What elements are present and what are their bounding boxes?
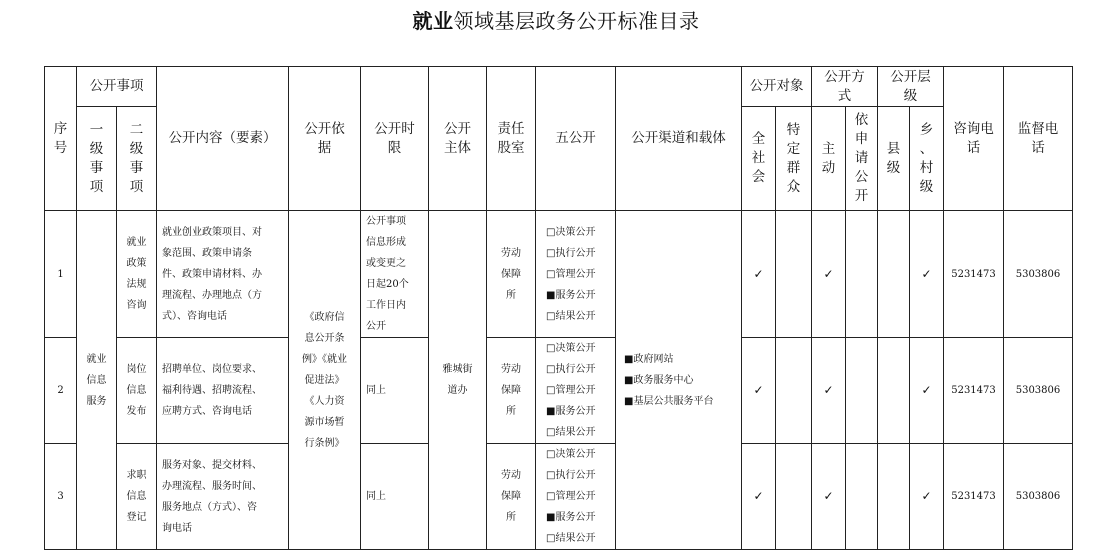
text-line: 定 <box>786 140 801 157</box>
text-line: 件、政策申请材料、办 <box>162 268 262 280</box>
text-line: 主体 <box>444 139 471 156</box>
text-line: 项 <box>89 178 104 195</box>
text-line: 级 <box>886 159 901 176</box>
text-line: 所 <box>506 512 516 523</box>
header-level-group <box>878 67 944 107</box>
text-line: 话 <box>1031 139 1045 156</box>
header-proactive <box>812 107 846 211</box>
row-seq: 3 <box>45 444 77 550</box>
text-line: 乡 <box>919 121 934 138</box>
page-title-bold: 就业 <box>412 9 454 33</box>
row-seq: 1 <box>45 211 77 338</box>
five-disclosures-list <box>536 338 616 444</box>
row-seq: 2 <box>45 338 77 444</box>
text-line: ■政府网站 <box>624 353 674 365</box>
check-proactive: ✓ <box>812 444 846 550</box>
disclosure-subject <box>429 211 487 550</box>
text-line: 促进法》 <box>304 374 345 386</box>
responsible-dept <box>487 444 536 550</box>
header-matter-group: 公开事项 <box>77 67 157 107</box>
text-line: 信息 <box>126 385 147 396</box>
check-whole-society: ✓ <box>742 444 776 550</box>
text-line: 责任 <box>497 120 525 137</box>
text-line: 据 <box>317 139 332 156</box>
supervise-phone: 5303806 <box>1004 211 1073 338</box>
text-line: 公开层 <box>890 68 931 85</box>
text-line: □结果公开 <box>546 427 596 438</box>
text-line: □管理公开 <box>546 491 596 502</box>
time-limit <box>361 338 429 444</box>
text-line: □决策公开 <box>546 449 596 460</box>
text-line: 源市场暂 <box>304 416 345 428</box>
check-proactive: ✓ <box>812 211 846 338</box>
standard-catalog-table <box>44 66 1073 550</box>
text-line: 法规 <box>126 279 147 290</box>
header-time-limit <box>361 67 429 211</box>
text-line: 服务对象、提交材料、 <box>162 459 262 471</box>
text-line: 办理流程、服务时间、 <box>162 480 262 492</box>
check-county-level <box>878 444 910 550</box>
text-line: 公开事项 <box>366 216 406 227</box>
text-line: 县 <box>886 140 901 157</box>
text-line: 主 <box>821 140 836 157</box>
check-specific-group <box>776 338 812 444</box>
content-elements <box>157 211 289 338</box>
text-line: 众 <box>786 178 801 195</box>
time-limit <box>361 444 429 550</box>
check-county-level <box>878 338 910 444</box>
text-line: 《政府信 <box>304 311 345 323</box>
text-line: 劳动 <box>501 364 521 375</box>
header-specific-group <box>776 107 812 211</box>
text-line: 二 <box>129 121 144 138</box>
text-line: 开 <box>854 188 869 204</box>
header-audience-group: 公开对象 <box>742 67 812 107</box>
responsible-dept <box>487 211 536 338</box>
text-line: 会 <box>751 169 766 185</box>
header-channel: 公开渠道和载体 <box>616 67 742 211</box>
text-line: 就业 <box>126 237 147 248</box>
header-level2-matter <box>117 107 157 211</box>
header-five-disclosures: 五公开 <box>536 67 616 211</box>
header-content: 公开内容（要素） <box>157 67 289 211</box>
text-line: 项 <box>129 178 144 195</box>
text-line: 保障 <box>501 491 521 502</box>
text-line: 服务地点（方式）、咨 <box>162 501 257 513</box>
text-line: 监督电 <box>1017 120 1059 137</box>
consult-phone: 5231473 <box>944 338 1004 444</box>
check-county-level <box>878 211 910 338</box>
check-on-request <box>846 444 878 550</box>
text-line: 公开依 <box>304 120 345 137</box>
text-line: 同上 <box>366 491 386 502</box>
text-line: □执行公开 <box>546 247 596 259</box>
text-line: □管理公开 <box>546 268 596 280</box>
text-line: 招聘单位、岗位要求、 <box>162 364 262 375</box>
text-line: 村 <box>919 159 934 176</box>
text-line: ■政务服务中心 <box>624 374 694 386</box>
text-line: 应聘方式、咨询电话 <box>162 406 252 417</box>
text-line: 信息 <box>126 491 147 502</box>
text-line: □决策公开 <box>546 226 596 238</box>
text-line: 特 <box>786 121 801 138</box>
header-seq: 序 号 <box>45 67 77 211</box>
text-line: □管理公开 <box>546 385 596 396</box>
text-line: 求职 <box>126 470 147 481</box>
time-limit <box>361 211 429 338</box>
text-line: 限 <box>387 139 402 156</box>
supervise-phone: 5303806 <box>1004 338 1073 444</box>
level2-matter <box>117 338 157 444</box>
text-line: 例》《就业 <box>302 353 347 365</box>
text-line: 理流程、办理地点（方 <box>162 289 262 301</box>
text-line: 信息 <box>86 374 107 386</box>
text-line: 政策 <box>126 258 147 269</box>
text-line: 劳动 <box>501 247 521 259</box>
responsible-dept <box>487 338 536 444</box>
consult-phone: 5231473 <box>944 211 1004 338</box>
text-line: 日起20个 <box>366 279 409 290</box>
text-line: 公开 <box>444 120 471 137</box>
text-line: ■服务公开 <box>546 512 596 523</box>
text-line: 福利待遇、招聘流程、 <box>162 385 262 396</box>
disclosure-basis <box>289 211 361 550</box>
text-line: ■服务公开 <box>546 289 596 301</box>
text-line: □执行公开 <box>546 470 596 481</box>
text-line: 同上 <box>366 385 386 396</box>
text-line: 级 <box>129 140 144 157</box>
check-on-request <box>846 338 878 444</box>
text-line: 服务 <box>86 395 107 407</box>
text-line: 发布 <box>126 406 147 417</box>
header-on-request <box>846 107 878 211</box>
text-line: 社 <box>751 150 766 166</box>
text-line: 事 <box>129 159 144 176</box>
header-county-level <box>878 107 910 211</box>
text-line: 道办 <box>447 385 468 396</box>
text-line: 保障 <box>501 385 521 396</box>
text-line: 事 <box>89 159 104 176</box>
text-line: ■服务公开 <box>546 406 596 417</box>
text-line: □决策公开 <box>546 343 596 354</box>
table-row <box>45 211 1073 338</box>
text-line: 保障 <box>501 268 521 280</box>
text-line: 就业创业政策项目、对 <box>162 226 262 238</box>
text-line: 公 <box>854 169 869 185</box>
check-specific-group <box>776 211 812 338</box>
text-line: ■基层公共服务平台 <box>624 395 714 407</box>
text-line: 咨询 <box>126 300 147 311</box>
text-line: 《人力资 <box>304 395 345 407</box>
text-line: 劳动 <box>501 470 521 481</box>
table-row <box>45 444 1073 550</box>
text-line: 依 <box>854 112 869 128</box>
text-line: 公开方 <box>824 68 865 85</box>
five-disclosures-list <box>536 211 616 338</box>
header-consult-phone <box>944 67 1004 211</box>
header-whole-society <box>742 107 776 211</box>
page-title-rest: 领域基层政务公开标准目录 <box>453 9 700 33</box>
text-line: 行条例》 <box>304 437 345 449</box>
text-line: 动 <box>821 159 836 176</box>
table-row <box>45 338 1073 444</box>
text-line: 、 <box>919 140 934 157</box>
consult-phone: 5231473 <box>944 444 1004 550</box>
text-line: 级 <box>903 87 918 104</box>
check-township-level: ✓ <box>910 338 944 444</box>
text-line: □结果公开 <box>546 533 596 544</box>
text-line: 询电话 <box>162 522 192 534</box>
text-line: 式 <box>837 87 852 104</box>
text-line: 就业 <box>86 353 107 365</box>
text-line: 公开时 <box>374 120 415 137</box>
check-whole-society: ✓ <box>742 211 776 338</box>
text-line: 群 <box>786 159 801 176</box>
text-line: 话 <box>966 139 981 156</box>
level2-matter <box>117 444 157 550</box>
header-method-group <box>812 67 878 107</box>
header-responsible-dept <box>487 67 536 211</box>
level2-matter <box>117 211 157 338</box>
text-line: 公开 <box>366 321 386 332</box>
text-line: 所 <box>506 406 516 417</box>
text-line: 股室 <box>497 139 525 156</box>
text-line: 一 <box>89 121 104 138</box>
five-disclosures-list <box>536 444 616 550</box>
header-supervise-phone <box>1004 67 1073 211</box>
text-line: 请 <box>854 150 869 166</box>
content-elements <box>157 338 289 444</box>
content-elements <box>157 444 289 550</box>
text-line: 雅城街 <box>442 364 473 375</box>
check-on-request <box>846 211 878 338</box>
supervise-phone: 5303806 <box>1004 444 1073 550</box>
check-specific-group <box>776 444 812 550</box>
text-line: 式）、咨询电话 <box>162 310 227 322</box>
header-basis <box>289 67 361 211</box>
text-line: 或变更之 <box>366 258 406 269</box>
text-line: □执行公开 <box>546 364 596 375</box>
header-level1-matter <box>77 107 117 211</box>
text-line: 工作日内 <box>366 300 406 311</box>
text-line: 象范围、政策申请条 <box>162 247 252 259</box>
page-title <box>0 8 1112 34</box>
text-line: 全 <box>751 131 766 147</box>
check-proactive: ✓ <box>812 338 846 444</box>
check-whole-society: ✓ <box>742 338 776 444</box>
text-line: 申 <box>854 131 869 147</box>
text-line: 登记 <box>126 512 147 523</box>
text-line: 咨询电 <box>953 120 994 137</box>
check-township-level: ✓ <box>910 444 944 550</box>
text-line: 所 <box>506 289 516 301</box>
text-line: 岗位 <box>126 364 147 375</box>
level1-matter <box>77 211 117 550</box>
check-township-level: ✓ <box>910 211 944 338</box>
text-line: 信息形成 <box>366 237 406 248</box>
header-subject <box>429 67 487 211</box>
text-line: □结果公开 <box>546 310 596 322</box>
text-line: 息公开条 <box>304 332 345 344</box>
text-line: 级 <box>89 140 104 157</box>
channel-list <box>616 211 742 550</box>
header-township-level <box>910 107 944 211</box>
text-line: 级 <box>919 178 934 195</box>
